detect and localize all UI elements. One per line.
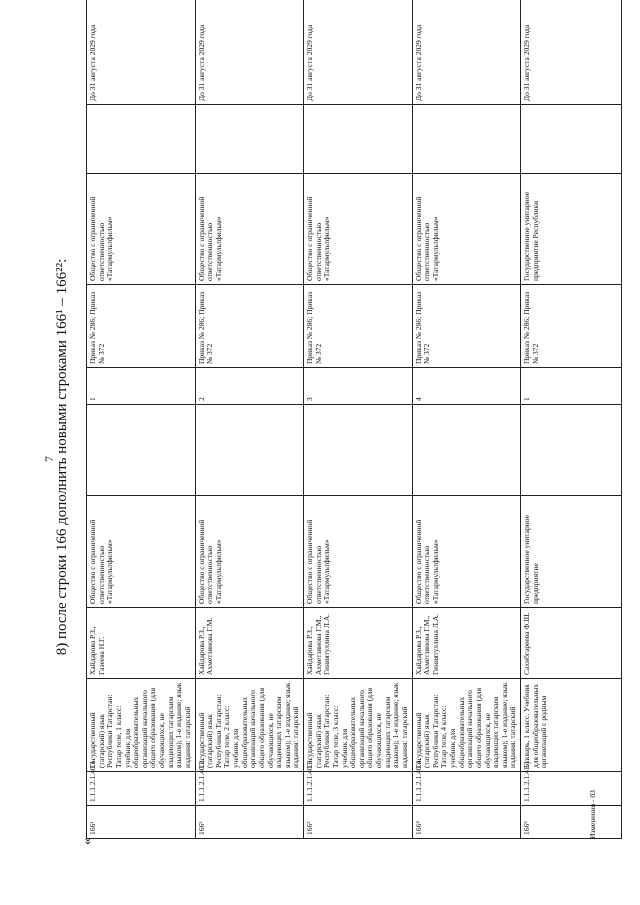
row-authors: Хайдарова Р.З., Газеева Н.Г. xyxy=(87,608,196,679)
row-grade: 3 xyxy=(304,368,413,405)
row-empty-cell xyxy=(304,405,413,496)
row-title: Государственный (татарский) язык Республики Татарстан: Татар теле, 4 класс: учебник для общеобразовательных организаций начального общего образования (для обучающихся, не владеющих татарским языком); 1-е издание; язык издания: татарский xyxy=(412,679,521,772)
row-date: До 31 августа 2029 года xyxy=(304,0,413,105)
row-date: До 31 августа 2029 года xyxy=(195,0,304,105)
table-row xyxy=(304,0,413,839)
row-grade: 2 xyxy=(195,368,304,405)
opening-quote: « xyxy=(80,838,95,845)
row-code: 1.1.1.2.1.40.4. xyxy=(412,772,521,806)
row-publisher-2: Общество с ограниченной ответственностью «Татармультфильм» xyxy=(412,174,521,285)
row-empty-cell xyxy=(195,105,304,174)
row-publisher: Общество с ограниченной ответственностью «Татармультфильм» xyxy=(195,496,304,608)
row-publisher: Государственное унитарное предприятие xyxy=(521,496,622,608)
row-title: Государственный (татарский) язык Республики Татарстан: Татар теле, 3 класс: учебник для общеобразовательных организаций начального общего образования (для обучающихся, не владеющих татарским языком); 1-е издание; язык издания: татарский xyxy=(304,679,413,772)
page-number: 7 xyxy=(42,456,56,462)
row-authors: Сахибгареева Ф.Ш. xyxy=(521,608,622,679)
row-publisher-2: Общество с ограниченной ответственностью «Татармультфильм» xyxy=(195,174,304,285)
row-order: Приказ № 286; Приказ № 372 xyxy=(87,285,196,368)
row-publisher: Общество с ограниченной ответственностью «Татармультфильм» xyxy=(412,496,521,608)
table-row xyxy=(195,0,304,839)
row-code: 1.1.1.2.1.40.3. xyxy=(304,772,413,806)
table-row xyxy=(521,0,622,839)
row-empty-cell xyxy=(521,405,622,496)
row-date: До 31 августа 2029 года xyxy=(521,0,622,105)
textbook-table xyxy=(86,0,622,839)
page-heading: 8) после строки 166 дополнить новыми строками 166¹ – 166²²: xyxy=(54,258,70,656)
row-empty-cell xyxy=(195,405,304,496)
row-code: 1.1.1.2.1.40.2. xyxy=(195,772,304,806)
row-order: Приказ № 286; Приказ № 372 xyxy=(521,285,622,368)
row-date: До 31 августа 2029 года xyxy=(412,0,521,105)
document-page xyxy=(40,24,600,847)
row-title: Букварь, 1 класс. Учебник для общеобразовательных организаций с родным xyxy=(521,679,622,772)
row-publisher-2: Общество с ограниченной ответственностью «Татармультфильм» xyxy=(304,174,413,285)
row-title: Государственный (татарский) язык Республики Татарстан: Татар теле, 2 класс: учебник для общеобразовательных организаций начального общего образования (для обучающихся, не владеющих татарским языком); 1-е издание; язык издания: татарский xyxy=(195,679,304,772)
row-authors: Хайдарова Р.З., Ахметзянова Г.М., Гиниятуллина Л.А. xyxy=(304,608,413,679)
row-empty-cell xyxy=(87,405,196,496)
row-grade: 4 xyxy=(412,368,521,405)
table-row xyxy=(87,0,196,839)
row-empty-cell xyxy=(521,105,622,174)
row-date: До 31 августа 2029 года xyxy=(87,0,196,105)
row-publisher: Общество с ограниченной ответственностью «Татармультфильм» xyxy=(304,496,413,608)
row-order: Приказ № 286; Приказ № 372 xyxy=(412,285,521,368)
row-publisher: Общество с ограниченной ответственностью «Татармультфильм» xyxy=(87,496,196,608)
row-grade: 1 xyxy=(87,368,196,405)
row-code: 1.1.1.2.1.41.1. xyxy=(521,772,622,806)
footer-note: Изменения - 03 xyxy=(588,790,597,839)
row-order: Приказ № 286; Приказ № 372 xyxy=(195,285,304,368)
table-row xyxy=(412,0,521,839)
row-code: 1.1.1.2.1.40.1. xyxy=(87,772,196,806)
row-number: 166¹ xyxy=(87,806,196,839)
row-title: Государственный (татарский) язык Республики Татарстан: Татар теле, 1 класс: учебник для общеобразовательных организаций начального общего образования (для обучающихся, не владеющих татарским языком); 1-е издание; язык издания: татарский xyxy=(87,679,196,772)
row-number: 166⁵ xyxy=(521,806,622,839)
row-grade: 1 xyxy=(521,368,622,405)
row-publisher-2: Общество с ограниченной ответственностью «Татармультфильм» xyxy=(87,174,196,285)
row-number: 166⁴ xyxy=(412,806,521,839)
row-empty-cell xyxy=(87,105,196,174)
row-empty-cell xyxy=(412,105,521,174)
row-publisher-2: Государственное унитарное предприятие Республики xyxy=(521,174,622,285)
row-authors: Хайдарова Р.З., Ахметзянова Г.М., Гиниятуллина Л.А. xyxy=(412,608,521,679)
row-number: 166² xyxy=(195,806,304,839)
row-order: Приказ № 286; Приказ № 372 xyxy=(304,285,413,368)
row-empty-cell xyxy=(412,405,521,496)
row-empty-cell xyxy=(304,105,413,174)
row-authors: Хайдарова Р.З., Ахметзянова Г.М. xyxy=(195,608,304,679)
row-number: 166³ xyxy=(304,806,413,839)
